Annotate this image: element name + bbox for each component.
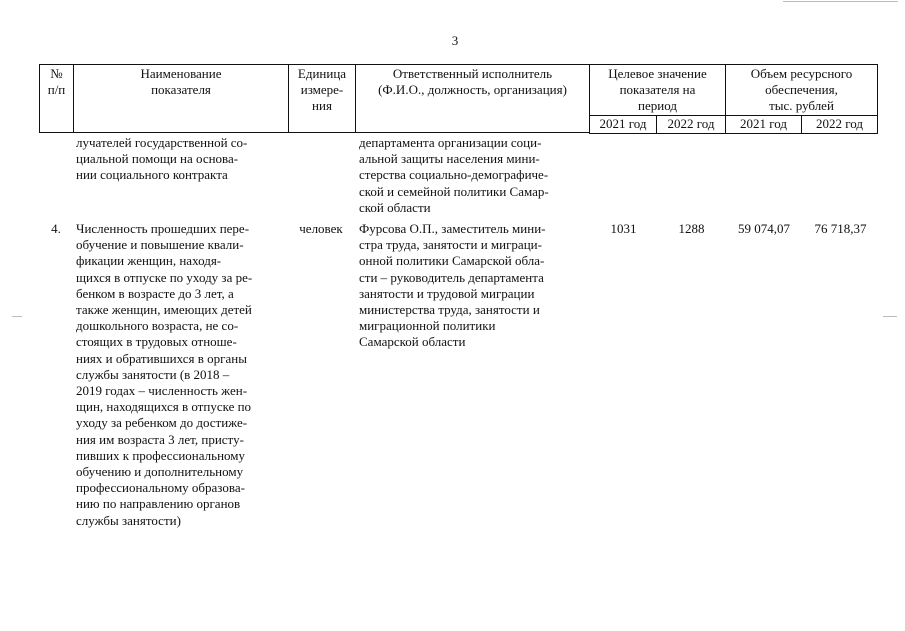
row2-executor: Фурсова О.П., заместитель мини- стра труда, занятости и миграци- онной политики Самарской обла- сти – руководитель департамента занятости и трудовой миграции министерства труда, занятости и миграционной политики Самарской области [359,221,546,350]
row2-name: Численность прошедших пере- обучение и повышение квали- фикации женщин, находя- щихся в отпуске по уходу за ре- бенком в возрасте до 3 лет, а также женщин, имеющих детей дошкольного возраста, не со- стоящих в трудовых отноше- ниях и обратившихся в органы службы занятости (в 2018 – 2019 годах – численность жен- щин, находящихся в отпуске по уходу за ребенком до достиже- ния им возраста 3 лет, присту- пивших к профессиональному обучению и дополнительному профессиональному образова- нию по направлению органов службы занятости) [76,221,253,528]
table-header [39,64,878,134]
row2-num: 4. [51,221,61,236]
row2-target-2022: 1288 [678,221,705,236]
scan-mark [783,1,898,2]
header-target-2022: 2022 год [656,115,725,134]
header-resource-2022: 2022 год [801,115,878,134]
row2-unit: человек [299,221,343,236]
header-unit: Единица измере- ния [288,64,355,132]
scan-mark [12,316,22,317]
row1-name: лучателей государственной со- циальной помощи на основа- нии социального контракта [76,135,248,183]
page-number: 3 [451,33,459,48]
header-name: Наименование показателя [73,64,288,132]
header-target: Целевое значение показателя на период [589,64,725,115]
scan-mark [883,316,897,317]
header-target-2021: 2021 год [589,115,656,134]
row2-resource-2022: 76 718,37 [814,221,867,236]
row2-target-2021: 1031 [610,221,637,236]
row1-executor: департамента организации соци- альной защиты населения мини- стерства социально-демографиче- ской и семейной политики Самар- ской области [359,135,549,215]
header-executor: Ответственный исполнитель (Ф.И.О., должность, организация) [355,64,589,132]
header-resource-2021: 2021 год [725,115,801,134]
header-resource: Объем ресурсного обеспечения, тыс. рублей [725,64,878,115]
row2-resource-2021: 59 074,07 [738,221,790,236]
header-num: № п/п [39,64,73,132]
